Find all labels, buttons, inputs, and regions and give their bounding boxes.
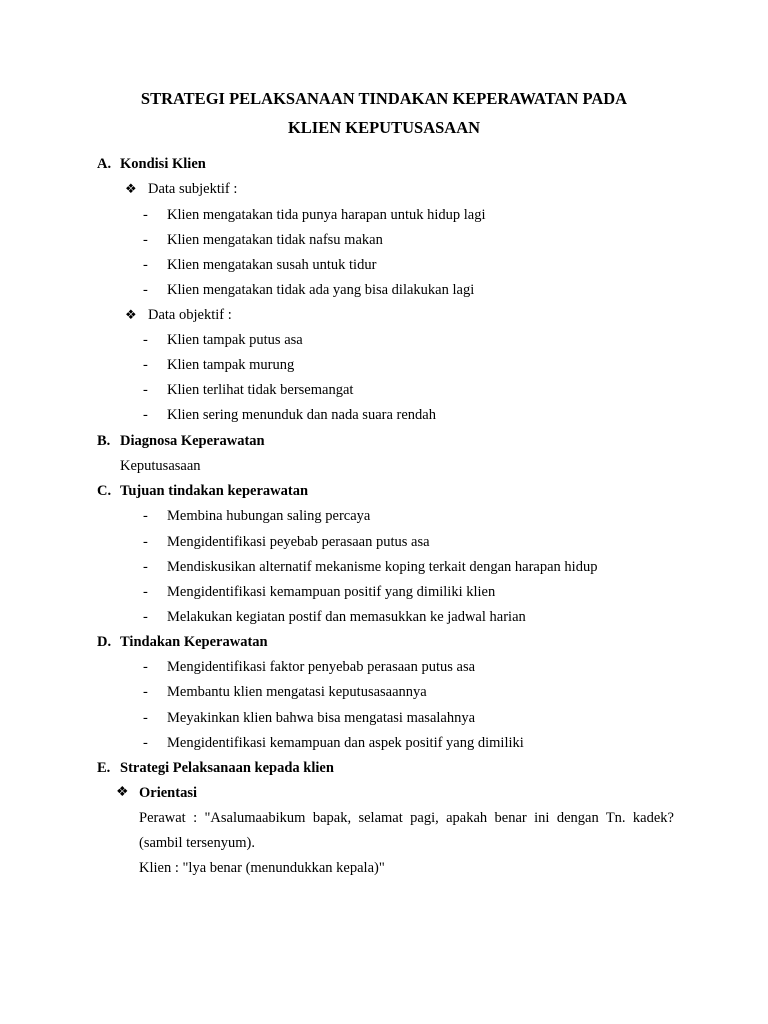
section-c-letter: C. xyxy=(97,483,112,499)
dash-marker: - xyxy=(143,257,148,273)
document-title-line2: KLIEN KEPUTUSASAAN xyxy=(287,118,481,137)
list-item-text: Klien mengatakan tidak nafsu makan xyxy=(167,232,383,248)
section-b-title: Diagnosa Keperawatan xyxy=(120,433,265,449)
section-a-letter: A. xyxy=(97,156,112,172)
dash-marker: - xyxy=(143,282,148,298)
dash-marker: - xyxy=(143,407,148,423)
list-item-text: Membina hubungan saling percaya xyxy=(167,508,371,524)
list-item-text: Mengidentifikasi peyebab perasaan putus asa xyxy=(167,534,430,550)
client-dialog-text: Klien : "lya benar (menundukkan kepala)" xyxy=(139,860,385,876)
list-item-text: Meyakinkan klien bahwa bisa mengatasi masalahnya xyxy=(167,710,476,726)
diamond-bullet-icon: ❖ xyxy=(116,785,129,800)
list-item-text: Melakukan kegiatan postif dan memasukkan ke jadwal harian xyxy=(167,609,526,625)
nurse-dialog-text: Perawat : "Asalumaabikum bapak, selamat pagi, apakah benar ini dengan Tn. kadek? xyxy=(139,810,674,826)
nurse-dialog-continuation: (sambil tersenyum). xyxy=(139,835,255,851)
list-item-text: Klien mengatakan tidak ada yang bisa dilakukan lagi xyxy=(167,282,475,298)
dash-marker: - xyxy=(143,357,148,373)
dash-marker: - xyxy=(143,332,148,348)
dash-marker: - xyxy=(143,609,148,625)
list-item-text: Klien tampak putus asa xyxy=(167,332,303,348)
list-item-text: Mengidentifikasi kemampuan positif yang dimiliki klien xyxy=(167,584,496,600)
list-item-text: Klien mengatakan tida punya harapan untuk hidup lagi xyxy=(167,207,486,223)
dash-marker: - xyxy=(143,534,148,550)
dash-marker: - xyxy=(143,382,148,398)
section-d-title: Tindakan Keperawatan xyxy=(120,634,268,650)
dash-marker: - xyxy=(143,710,148,726)
section-b-letter: B. xyxy=(97,433,111,449)
dash-marker: - xyxy=(143,735,148,751)
section-d-letter: D. xyxy=(97,634,112,650)
diagnosis-text: Keputusasaan xyxy=(120,458,201,474)
section-c-title: Tujuan tindakan keperawatan xyxy=(120,483,309,499)
dash-marker: - xyxy=(143,207,148,223)
subjective-data-label: Data subjektif : xyxy=(148,181,238,197)
diamond-bullet-icon: ❖ xyxy=(125,307,137,322)
list-item-text: Mengidentifikasi faktor penyebab perasaan putus asa xyxy=(167,659,476,675)
objective-data-label: Data objektif : xyxy=(148,307,232,323)
section-e-letter: E. xyxy=(97,760,111,776)
dash-marker: - xyxy=(143,559,148,575)
list-item-text: Membantu klien mengatasi keputusasaannya xyxy=(167,684,427,700)
section-e-title: Strategi Pelaksanaan kepada klien xyxy=(120,760,334,776)
list-item-text: Klien terlihat tidak bersemangat xyxy=(167,382,354,398)
list-item-text: Klien mengatakan susah untuk tidur xyxy=(167,257,377,273)
section-a-title: Kondisi Klien xyxy=(120,156,206,172)
list-item-text: Klien sering menunduk dan nada suara rendah xyxy=(167,407,436,423)
dash-marker: - xyxy=(143,508,148,524)
diamond-bullet-icon: ❖ xyxy=(125,181,137,196)
list-item-text: Klien tampak murung xyxy=(167,357,295,373)
orientation-label: Orientasi xyxy=(139,785,197,801)
list-item-text: Mendiskusikan alternatif mekanisme koping terkait dengan harapan hidup xyxy=(167,559,598,575)
list-item-text: Mengidentifikasi kemampuan dan aspek positif yang dimiliki xyxy=(167,735,524,751)
dash-marker: - xyxy=(143,584,148,600)
dash-marker: - xyxy=(143,684,148,700)
dash-marker: - xyxy=(143,659,148,675)
document-title-line1: STRATEGI PELAKSANAAN TINDAKAN KEPERAWATAN PADA xyxy=(140,89,628,108)
dash-marker: - xyxy=(143,232,148,248)
